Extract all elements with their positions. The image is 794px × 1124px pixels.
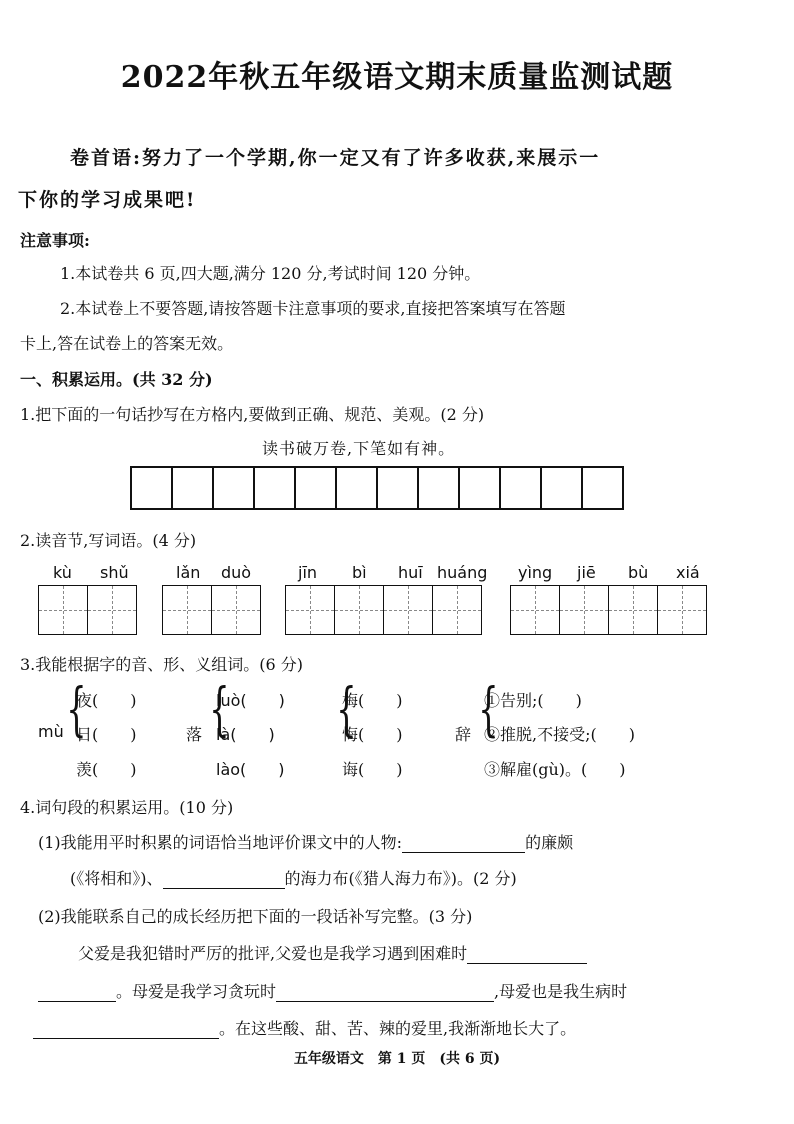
brace-mark: {	[209, 675, 230, 743]
q4-p3-text-b: 。母爱是我学习贪玩时	[116, 982, 277, 1001]
q2-prompt: 2.读音节,写词语。(4 分)	[20, 531, 197, 550]
grid-cell[interactable]	[132, 468, 173, 508]
q4-p1-text-c: (《将相和》)、	[70, 869, 163, 888]
q2-box-group-3[interactable]	[285, 585, 482, 635]
tian-cell[interactable]	[335, 586, 384, 634]
q3-g4-item: ①告别;( )	[484, 691, 582, 710]
tian-cell[interactable]	[609, 586, 658, 634]
pinyin-syllable: bù	[628, 563, 649, 582]
pinyin-syllable: duò	[221, 563, 252, 582]
q3-g2-item: luò( )	[216, 691, 285, 710]
q3-g2-label: 落	[186, 725, 203, 744]
q3-g1-item: 日( )	[76, 725, 137, 744]
q3-g2-item: lào( )	[216, 760, 285, 779]
page-footer: 五年级语文 第 1 页 (共 6 页)	[293, 1051, 501, 1067]
tian-cell[interactable]	[286, 586, 335, 634]
tian-cell[interactable]	[212, 586, 260, 634]
q3-g3-item: 诲( )	[342, 760, 403, 779]
q3-g2-item: là( )	[216, 725, 275, 744]
q3-g1-item: 夜( )	[76, 691, 137, 710]
section-1-heading: 一、积累运用。(共 32 分)	[20, 370, 213, 389]
q1-prompt: 1.把下面的一句话抄写在方格内,要做到正确、规范、美观。(2 分)	[20, 405, 485, 424]
q2-box-group-4[interactable]	[510, 585, 707, 635]
q3-g3-item: 悔( )	[342, 725, 403, 744]
q4-p3-line-2	[38, 979, 627, 1002]
answer-blank[interactable]	[163, 870, 285, 889]
brace-mark: {	[478, 675, 499, 743]
answer-blank[interactable]	[402, 834, 525, 853]
tian-cell[interactable]	[433, 586, 481, 634]
pinyin-syllable: xiá	[676, 563, 700, 582]
grid-cell[interactable]	[378, 468, 419, 508]
brace-mark: {	[336, 675, 357, 743]
tian-cell[interactable]	[511, 586, 560, 634]
pinyin-syllable: jiē	[577, 563, 596, 582]
q1-writing-grid[interactable]	[130, 466, 624, 510]
q3-g4-item: ③解雇(gù)。( )	[484, 760, 626, 779]
pinyin-syllable: huáng	[437, 563, 488, 582]
q4-p1-line	[38, 830, 573, 853]
page-title: 2022年秋五年级语文期末质量监测试题	[120, 60, 674, 95]
tian-cell[interactable]	[560, 586, 609, 634]
grid-cell[interactable]	[173, 468, 214, 508]
grid-cell[interactable]	[214, 468, 255, 508]
answer-blank[interactable]	[38, 983, 116, 1002]
tian-cell[interactable]	[39, 586, 88, 634]
grid-cell[interactable]	[337, 468, 378, 508]
q3-g3-item: 梅( )	[342, 691, 403, 710]
pinyin-syllable: shǔ	[100, 563, 129, 582]
q2-box-group-1[interactable]	[38, 585, 137, 635]
q3-g4-label: 辞	[455, 725, 472, 744]
q4-p3-text-c: ,母爱也是我生病时	[494, 982, 628, 1001]
q3-prompt: 3.我能根据字的音、形、义组词。(6 分)	[20, 655, 304, 674]
q3-g4-item: ②推脱,不接受;( )	[484, 725, 635, 744]
grid-cell[interactable]	[255, 468, 296, 508]
pinyin-syllable: jīn	[298, 563, 318, 582]
q4-p3-line-3	[33, 1016, 576, 1039]
notice-item-1: 1.本试卷共 6 页,四大题,满分 120 分,考试时间 120 分钟。	[60, 264, 481, 283]
q2-box-group-2[interactable]	[162, 585, 261, 635]
answer-blank[interactable]	[276, 983, 494, 1002]
q4-p1-line-2	[70, 866, 517, 889]
q4-p1-text-a: (1)我能用平时积累的词语恰当地评价课文中的人物:	[38, 833, 403, 852]
answer-blank[interactable]	[467, 945, 587, 964]
q4-p3-text-d: 。在这些酸、甜、苦、辣的爱里,我渐渐地长大了。	[219, 1019, 577, 1038]
q4-p2: (2)我能联系自己的成长经历把下面的一段话补写完整。(3 分)	[38, 907, 473, 926]
notice-item-2: 2.本试卷上不要答题,请按答题卡注意事项的要求,直接把答案填写在答题	[60, 299, 566, 318]
grid-cell[interactable]	[419, 468, 460, 508]
grid-cell[interactable]	[296, 468, 337, 508]
tian-cell[interactable]	[658, 586, 706, 634]
q4-p3-line-1	[78, 941, 587, 964]
pinyin-syllable: bì	[352, 563, 367, 582]
pinyin-syllable: huī	[398, 563, 423, 582]
preface-line-2: 下你的学习成果吧!	[18, 189, 197, 211]
answer-blank[interactable]	[33, 1020, 219, 1039]
q4-prompt: 4.词句段的积累运用。(10 分)	[20, 798, 234, 817]
q3-g1-label: mù	[38, 722, 64, 741]
pinyin-syllable: lǎn	[176, 563, 201, 582]
tian-cell[interactable]	[163, 586, 212, 634]
notice-item-2-cont: 卡上,答在试卷上的答案无效。	[20, 334, 234, 353]
q3-g1-item: 羡( )	[76, 760, 137, 779]
pinyin-syllable: yìng	[518, 563, 553, 582]
preface-line-1: 卷首语:努力了一个学期,你一定又有了许多收获,来展示一	[70, 147, 601, 169]
tian-cell[interactable]	[88, 586, 136, 634]
grid-cell[interactable]	[460, 468, 501, 508]
grid-cell[interactable]	[542, 468, 583, 508]
notice-heading: 注意事项:	[20, 231, 90, 250]
pinyin-syllable: kù	[53, 563, 72, 582]
q4-p1-text-d: 的海力布(《猎人海力布》)。(2 分)	[284, 869, 517, 888]
grid-cell[interactable]	[583, 468, 622, 508]
tian-cell[interactable]	[384, 586, 433, 634]
grid-cell[interactable]	[501, 468, 542, 508]
q1-sentence: 读书破万卷,下笔如有神。	[262, 439, 456, 458]
brace-mark: {	[66, 675, 87, 743]
q4-p1-text-b: 的廉颇	[525, 833, 574, 852]
q4-p3-text-a: 父爱是我犯错时严厉的批评,父爱也是我学习遇到困难时	[78, 944, 468, 963]
